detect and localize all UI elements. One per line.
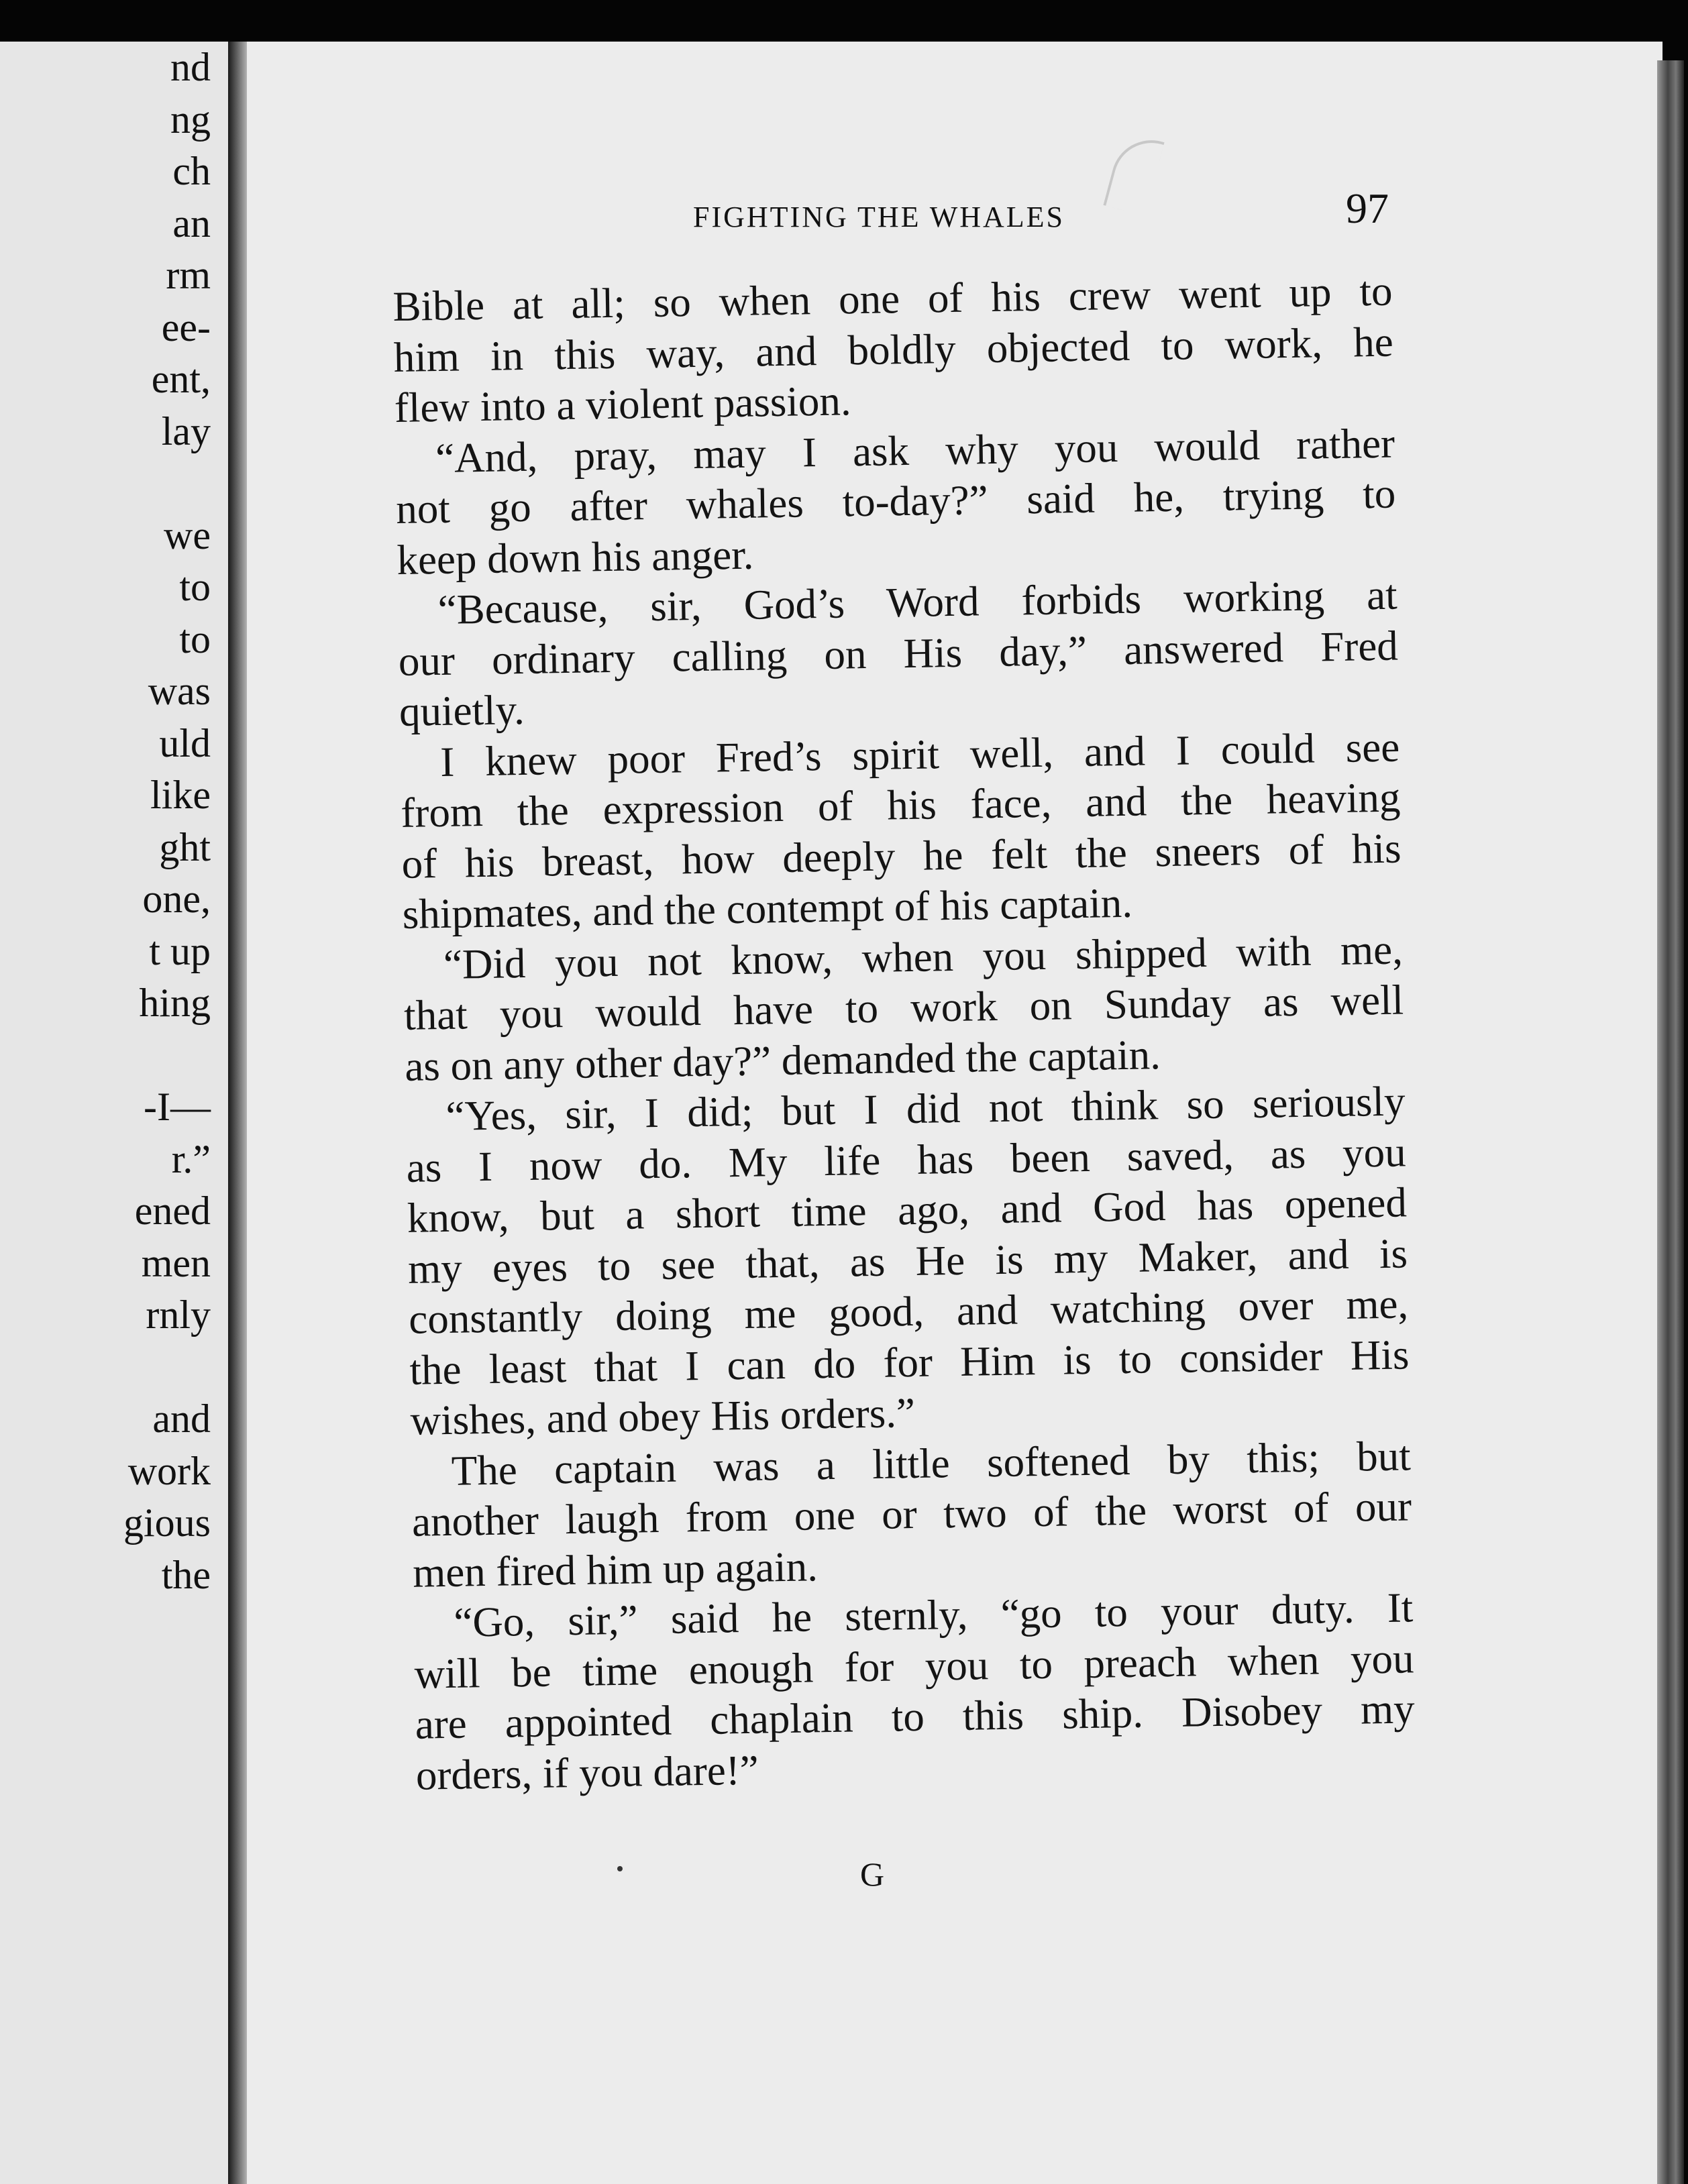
previous-page-fragment: rnly — [146, 1293, 211, 1337]
previous-page-fragment: to — [179, 616, 211, 661]
previous-page-fragment: like — [150, 773, 211, 817]
previous-page-fragment: and — [152, 1397, 211, 1441]
body-line: “Yes, sir, I did; but I did not think so seriously — [445, 1077, 1406, 1140]
body-line: keep down his anger. — [396, 531, 754, 584]
body-line: “Because, sir, God’s Word forbids working at — [437, 571, 1398, 633]
body-line: “And, pray, may I ask why you would rather — [435, 419, 1395, 482]
body-line: men fired him up again. — [412, 1542, 819, 1596]
previous-page-fragment: one, — [142, 877, 211, 921]
previous-page-fragment: ened — [134, 1189, 211, 1233]
body-line: “Go, sir,” said he sternly, “go to your duty. It — [453, 1584, 1414, 1646]
previous-page-fragment: men — [141, 1240, 211, 1285]
previous-page — [0, 42, 232, 2184]
previous-page-fragment — [123, 1342, 211, 1394]
previous-page-fragment — [123, 457, 211, 510]
body-line: will be time enough for you to preach when you — [414, 1634, 1414, 1698]
body-line: The captain was a little softened by this; but — [451, 1431, 1412, 1494]
previous-page-fragment: ght — [159, 824, 211, 869]
previous-page-fragment: ee- — [161, 305, 211, 349]
page-edge — [1657, 60, 1684, 2184]
running-head — [423, 180, 1402, 240]
previous-page-fragment: work — [127, 1448, 211, 1493]
body-line: as on any other day?” demanded the captain. — [404, 1030, 1161, 1090]
running-head-title: FIGHTING THE WHALES — [693, 201, 1065, 233]
body-line: another laugh from one or two of the worst of our — [411, 1482, 1412, 1545]
previous-page-fragment: lay — [161, 408, 211, 453]
previous-page-fragment: an — [172, 201, 211, 245]
previous-page-fragment: ng — [170, 97, 211, 142]
body-line: Bible at all; so when one of his crew went up to — [392, 267, 1393, 330]
body-line: not go after whales to-day?” said he, trying to — [395, 470, 1396, 533]
body-line: as I now do. My life has been saved, as you — [406, 1128, 1407, 1191]
previous-page-text-fragments — [123, 42, 211, 1601]
previous-page-fragment: r.” — [171, 1136, 211, 1181]
body-line: wishes, and obey His orders.” — [410, 1388, 916, 1444]
body-line: “Did you not know, when you shipped with me, — [443, 925, 1404, 988]
body-line: I knew poor Fred’s spirit well, and I could see — [439, 723, 1400, 785]
book-gutter — [228, 42, 248, 2184]
previous-page-fragment: ent, — [151, 357, 211, 401]
paper-speck — [617, 1866, 623, 1871]
previous-page-fragment — [123, 1030, 211, 1082]
body-line: shipmates, and the contempt of his captain. — [402, 879, 1133, 938]
previous-page-fragment: to — [179, 565, 211, 609]
body-line: from the expression of his face, and the heaving — [400, 773, 1401, 836]
body-line: quietly. — [399, 686, 525, 735]
body-line: flew into a violent passion. — [394, 377, 852, 431]
previous-page-fragment: t up — [149, 928, 211, 973]
previous-page-fragment: the — [161, 1552, 211, 1597]
body-text — [392, 266, 1416, 1801]
body-line: constantly doing me good, and watching over me, — [408, 1280, 1409, 1343]
previous-page-fragment: hing — [139, 981, 211, 1025]
body-line: orders, if you dare!” — [415, 1746, 759, 1799]
body-line: my eyes to see that, as He is my Maker, and is — [407, 1229, 1408, 1293]
previous-page-fragment: rm — [166, 253, 211, 297]
previous-page-fragment: we — [164, 512, 211, 557]
body-line: the least that I can do for Him is to consider His — [409, 1330, 1410, 1394]
body-line: are appointed chaplain to this ship. Disobey my — [415, 1685, 1416, 1748]
previous-page-fragment: gious — [123, 1500, 211, 1545]
body-line: him in this way, and boldly objected to work, he — [393, 318, 1394, 381]
body-line: know, but a short time ago, and God has opened — [407, 1179, 1408, 1242]
body-line: of his breast, how deeply he felt the sneers of his — [401, 824, 1402, 887]
body-line: our ordinary calling on His day,” answered Fred — [398, 622, 1399, 685]
previous-page-fragment: nd — [170, 45, 211, 89]
previous-page-fragment: -I— — [144, 1085, 211, 1129]
previous-page-fragment: uld — [159, 720, 211, 765]
previous-page-fragment: ch — [172, 149, 211, 193]
previous-page-fragment: was — [148, 669, 211, 713]
signature-mark: G — [860, 1855, 885, 1893]
page-number: 97 — [1346, 184, 1389, 232]
body-line: that you would have to work on Sunday as well — [403, 976, 1404, 1039]
